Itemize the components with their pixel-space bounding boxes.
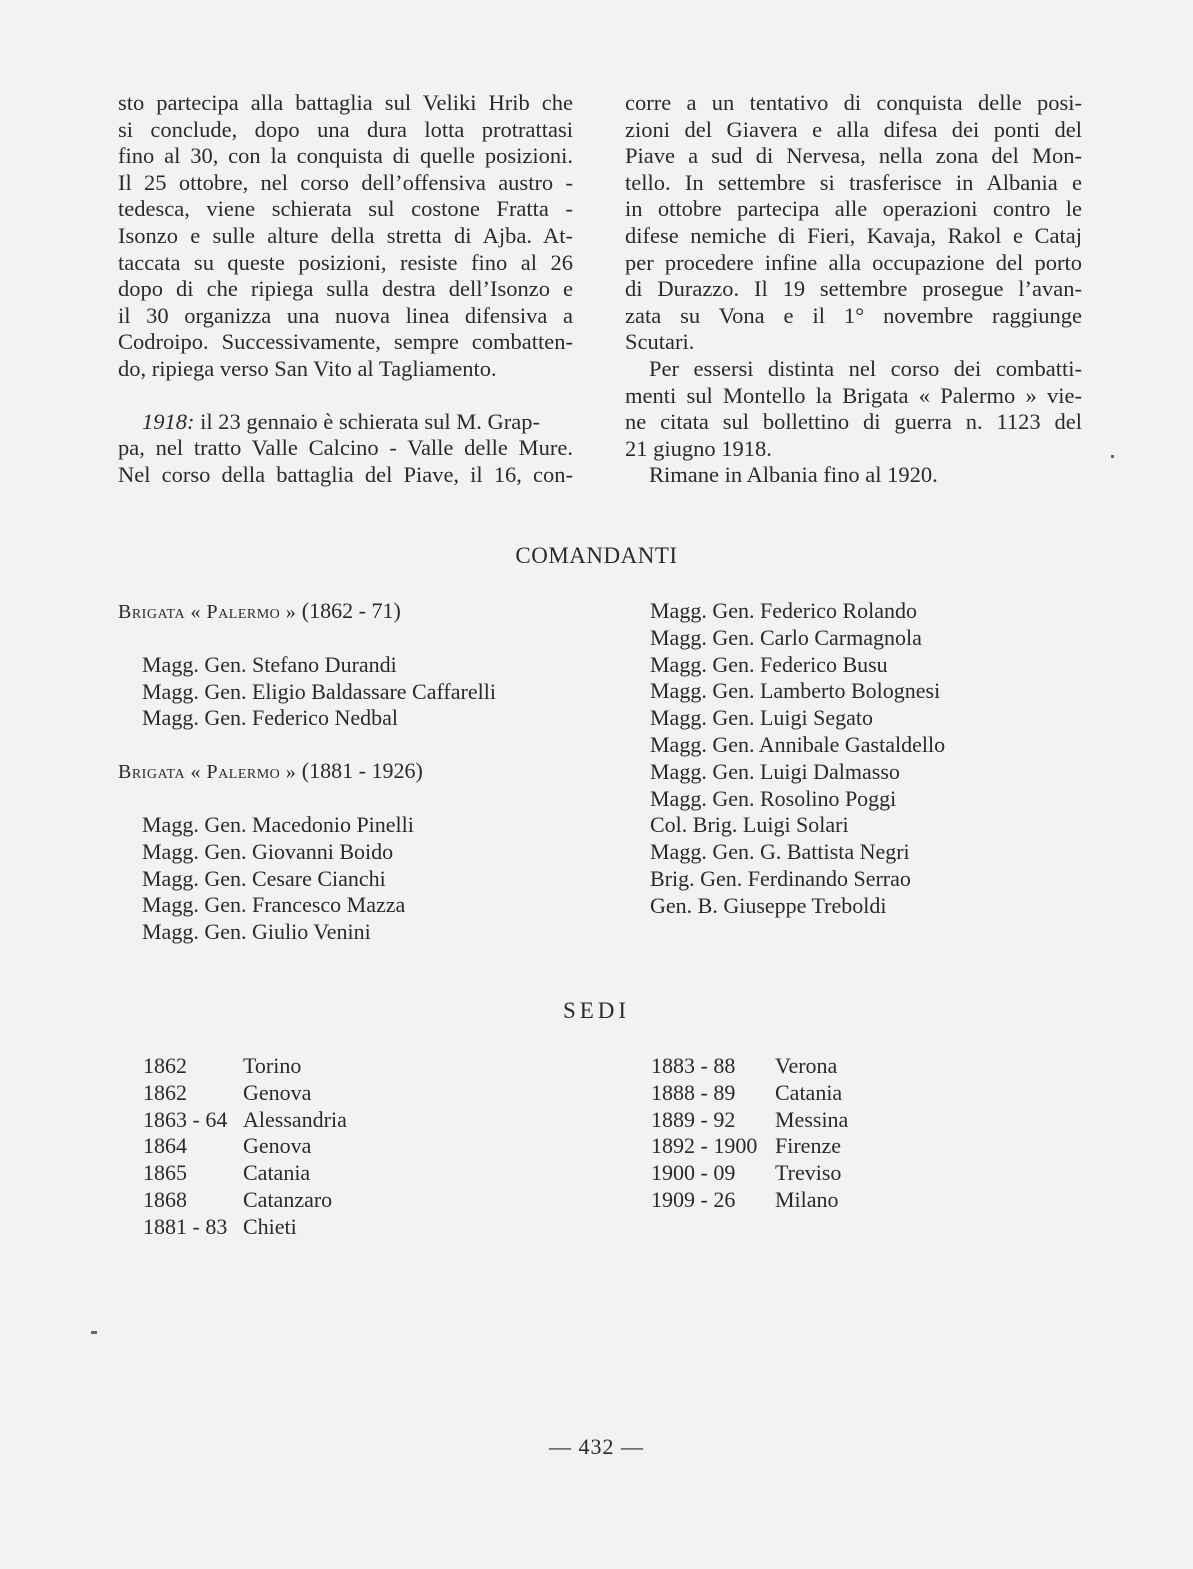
left-text-column: [118, 90, 573, 488]
brigade-years: (1862 - 71): [296, 598, 401, 623]
commander-name: Col. Brig. Luigi Solari: [650, 812, 849, 838]
sede-city: Verona: [775, 1053, 838, 1078]
sede-city: Genova: [243, 1079, 312, 1105]
commander-name: Magg. Gen. Lamberto Bolognesi: [650, 678, 941, 704]
sede-city: Milano: [775, 1186, 839, 1212]
sede-row: [651, 1053, 848, 1080]
brigade-name: Brigata « Palermo »: [118, 761, 297, 784]
text-line: Piave a sud di Nervesa, nella zona del Mon-: [625, 143, 1082, 169]
sede-row: [143, 1080, 347, 1107]
sede-row: [651, 1107, 848, 1134]
sede-year: 1900 - 09: [651, 1160, 736, 1186]
sede-city: Torino: [243, 1053, 302, 1078]
text-line: 21 giugno 1918.: [625, 435, 772, 461]
sede-row: [143, 1107, 347, 1134]
sede-row: [143, 1214, 347, 1241]
sede-row: [143, 1160, 347, 1187]
commander-name: Magg. Gen. Federico Rolando: [650, 598, 917, 623]
sede-year: 1865: [143, 1160, 187, 1186]
sede-year: 1862: [143, 1053, 187, 1078]
commander-list: [142, 812, 496, 946]
text-line: Nel corso della battaglia del Piave, il 16, con-: [118, 461, 573, 487]
sede-row: [651, 1080, 848, 1107]
comandanti-right-list: [650, 598, 945, 920]
text-line: Isonzo e sulle alture della stretta di Ajba. At-: [118, 222, 573, 248]
text-line: Per essersi distinta nel corso dei combatti-: [649, 355, 1082, 381]
sede-row: [651, 1160, 848, 1187]
commander-name: Magg. Gen. Luigi Dalmasso: [650, 758, 900, 784]
text-line-rest: il 23 gennaio è schierata sul M. Grap-: [194, 408, 541, 434]
text-line: fino al 30, con la conquista di quelle posizioni.: [118, 143, 573, 169]
text-line: do, ripiega verso San Vito al Tagliamento.: [118, 355, 497, 381]
text-line: difese nemiche di Fieri, Kavaja, Rakol e Cataj: [625, 222, 1082, 248]
text-line: sto partecipa alla battaglia sul Veliki Hrib che: [118, 90, 573, 115]
text-line: il 30 organizza una nuova linea difensiva a: [118, 302, 573, 328]
text-line: tedesca, viene schierata sul costone Fratta -: [118, 196, 573, 222]
brigade-title: [118, 598, 496, 626]
commander-name: Magg. Gen. Luigi Segato: [650, 705, 874, 731]
commander-name: Magg. Gen. Federico Busu: [650, 651, 888, 677]
commander-name: Magg. Gen. Federico Nedbal: [142, 705, 398, 731]
text-line: si conclude, dopo una dura lotta protrattasi: [118, 116, 573, 142]
commander-name: Magg. Gen. Francesco Mazza: [142, 892, 406, 918]
commander-name: Magg. Gen. Cesare Cianchi: [142, 865, 386, 891]
sedi-right-table: [651, 1053, 848, 1214]
sede-year: 1862: [143, 1079, 187, 1105]
commander-name: Magg. Gen. Giovanni Boido: [142, 838, 394, 864]
commander-name: Magg. Gen. Macedonio Pinelli: [142, 811, 414, 837]
sede-row: [143, 1187, 347, 1214]
sede-row: [143, 1053, 347, 1080]
sede-year: 1864: [143, 1133, 187, 1159]
sede-row: [651, 1133, 848, 1160]
text-line: corre a un tentativo di conquista delle posi-: [625, 90, 1082, 115]
text-line: ne citata sul bollettino di guerra n. 1123 del: [625, 409, 1082, 435]
sede-city: Treviso: [775, 1160, 842, 1186]
commander-name: Magg. Gen. Giulio Venini: [142, 919, 371, 945]
commander-name: Magg. Gen. Stefano Durandi: [142, 651, 397, 677]
page-number: — 432 —: [549, 1434, 644, 1459]
text-line: Rimane in Albania fino al 1920.: [649, 462, 938, 488]
commander-name: Brig. Gen. Ferdinando Serrao: [650, 865, 911, 891]
text-line: tello. In settembre si trasferisce in Albania e: [625, 169, 1082, 195]
commander-list: [142, 652, 496, 732]
commander-name: Magg. Gen. Annibale Gastaldello: [650, 731, 946, 757]
scan-speck: [91, 1331, 97, 1334]
sede-city: Catania: [775, 1079, 843, 1105]
year-label: 1918:: [142, 408, 195, 434]
sede-row: [651, 1187, 848, 1214]
brigade-title: [118, 758, 496, 786]
sede-year: 1892 - 1900: [651, 1133, 758, 1159]
sede-city: Genova: [243, 1133, 312, 1159]
section-heading-sedi: SEDI: [562, 998, 631, 1023]
text-line: Il 25 ottobre, nel corso dell’offensiva austro -: [118, 169, 573, 195]
commander-name: Magg. Gen. Carlo Carmagnola: [650, 624, 922, 650]
commander-name: Gen. B. Giuseppe Treboldi: [650, 892, 887, 918]
text-line: zioni del Giavera e alla difesa dei ponti del: [625, 116, 1082, 142]
brigade-years: (1881 - 1926): [296, 758, 423, 784]
sede-city: Chieti: [243, 1213, 297, 1239]
sede-city: Alessandria: [243, 1106, 347, 1132]
sede-city: Firenze: [775, 1133, 841, 1159]
scan-speck: [1111, 455, 1114, 458]
brigade-name: Brigata « Palermo »: [118, 601, 297, 623]
text-line: menti sul Montello la Brigata « Palermo » vie-: [625, 382, 1082, 408]
section-heading-comandanti: COMANDANTI: [515, 543, 678, 568]
text-line: taccata su queste posizioni, resiste fino al 26: [118, 249, 573, 275]
sede-year: 1909 - 26: [651, 1186, 736, 1212]
comandanti-left-list: [118, 598, 496, 946]
text-line: di Durazzo. Il 19 settembre prosegue l’avan-: [625, 276, 1082, 302]
sede-year: 1863 - 64: [143, 1106, 228, 1132]
text-line: dopo di che ripiega sulla destra dell’Isonzo e: [118, 276, 573, 302]
sede-year: 1883 - 88: [651, 1053, 736, 1078]
sede-row: [143, 1133, 347, 1160]
text-line: per procedere infine alla occupazione del porto: [625, 249, 1082, 275]
commander-name: Magg. Gen. Eligio Baldassare Caffarelli: [142, 678, 496, 704]
text-line: Scutari.: [625, 329, 695, 355]
text-line: pa, nel tratto Valle Calcino - Valle delle Mure.: [118, 435, 573, 461]
text-line: zata su Vona e il 1° novembre raggiunge: [625, 302, 1082, 328]
sede-city: Catania: [243, 1160, 311, 1186]
text-line: [118, 409, 573, 436]
sedi-left-table: [143, 1053, 347, 1241]
sede-year: 1888 - 89: [651, 1079, 736, 1105]
text-line: Codroipo. Successivamente, sempre combatten-: [118, 329, 573, 355]
sede-year: 1868: [143, 1186, 187, 1212]
commander-name: Magg. Gen. G. Battista Negri: [650, 839, 910, 865]
right-text-column: [625, 90, 1082, 489]
sede-year: 1881 - 83: [143, 1213, 228, 1239]
commander-name: Magg. Gen. Rosolino Poggi: [650, 785, 897, 811]
sede-city: Messina: [775, 1106, 849, 1132]
text-line: in ottobre partecipa alle operazioni contro le: [625, 196, 1082, 222]
sede-year: 1889 - 92: [651, 1106, 736, 1132]
sede-city: Catanzaro: [243, 1186, 333, 1212]
